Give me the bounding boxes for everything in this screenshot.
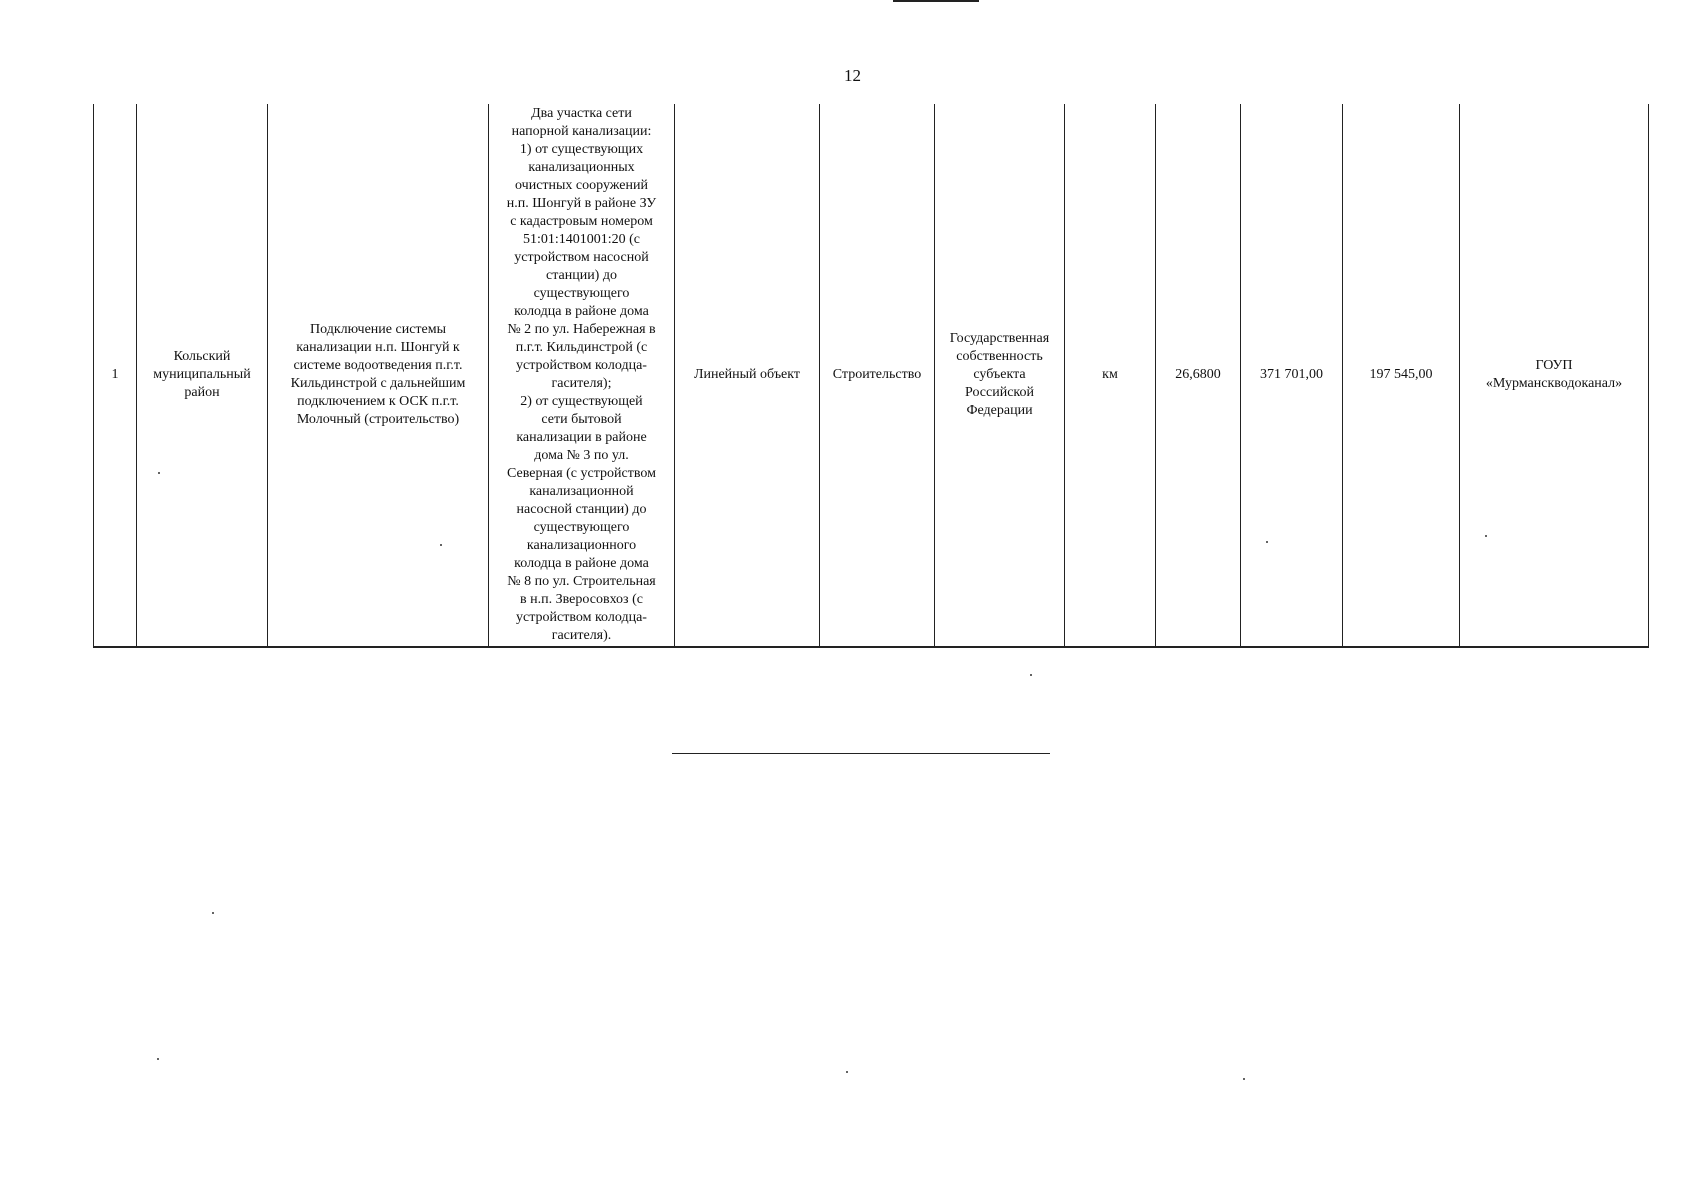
description-line: сети бытовой [541, 412, 622, 427]
object-type-cell: Линейный объект [675, 104, 820, 647]
work-type-cell: Строительство [820, 104, 935, 647]
scan-speck [1030, 674, 1032, 676]
description-line: п.г.т. Кильдинстрой (с [515, 340, 648, 355]
unit-cell: км [1065, 104, 1156, 647]
municipality-cell [137, 104, 268, 647]
description-line: 51:01:1401001:20 (с [522, 232, 641, 247]
municipality-line: Кольский [173, 349, 231, 364]
top-edge-mark [893, 0, 979, 2]
operator-line: ГОУП [1535, 358, 1573, 373]
description-line: устройством колодца- [516, 358, 647, 373]
operator-line: «Мурманскводоканал» [1485, 376, 1623, 391]
description-line: № 8 по ул. Строительная [507, 574, 656, 589]
scan-speck [440, 544, 442, 546]
object-name-line: подключением к ОСК п.г.т. [297, 394, 459, 409]
description-line: канализационной [529, 484, 634, 499]
description-line: устройством колодца- [516, 610, 647, 625]
description-line: станции) до [546, 268, 617, 283]
description-line: н.п. Шонгуй в районе ЗУ [506, 196, 657, 211]
ownership-line: Российской [965, 385, 1034, 400]
description-line: колодца в районе дома [514, 304, 649, 319]
cost-total-cell: 371 701,00 [1241, 104, 1343, 647]
description-line: гасителя). [551, 628, 612, 643]
object-name-line: канализации н.п. Шонгуй к [296, 340, 460, 355]
ownership-line: Государственная [949, 331, 1050, 346]
scan-speck [1266, 541, 1268, 543]
ownership-line: Федерации [966, 403, 1033, 418]
description-line: в н.п. Зверосовхоз (с [520, 592, 643, 607]
description-line: 1) от существующих [519, 142, 644, 157]
municipality-line: муниципальный [153, 367, 251, 382]
description-line: очистных сооружений [515, 178, 648, 193]
object-name-line: Кильдинстрой с дальнейшим [290, 376, 466, 391]
object-name-line: Молочный (строительство) [296, 412, 460, 427]
scan-speck [158, 472, 160, 474]
scan-speck [212, 912, 214, 914]
operator-cell [1460, 104, 1649, 647]
description-line: напорной канализации: [511, 124, 652, 139]
description-line: насосной станции) до [516, 502, 647, 517]
description-line: канализации в районе [516, 430, 647, 445]
description-line: № 2 по ул. Набережная в [507, 322, 656, 337]
description-line: дома № 3 по ул. [534, 448, 629, 463]
scan-speck [1485, 535, 1487, 537]
scan-speck [1243, 1078, 1245, 1080]
length-cell: 26,6800 [1156, 104, 1241, 647]
scan-speck [846, 1071, 848, 1073]
description-line: устройством насосной [514, 250, 649, 265]
description-line: канализационного [526, 538, 637, 553]
scan-speck [157, 1058, 159, 1060]
object-name-line: системе водоотведения п.г.т. [293, 358, 463, 373]
description-line: существующего [533, 520, 630, 535]
cost-second-cell: 197 545,00 [1343, 104, 1460, 647]
ownership-line: субъекта [973, 367, 1026, 382]
municipality-line: район [184, 385, 220, 400]
description-line: существующего [533, 286, 630, 301]
closing-rule [672, 753, 1050, 754]
description-line: Два участка сети [531, 106, 632, 121]
description-line: гасителя); [551, 376, 612, 391]
description-cell [489, 104, 675, 647]
description-line: с кадастровым номером [510, 214, 653, 229]
description-line: 2) от существующей [520, 394, 643, 409]
page-number: 12 [844, 66, 861, 85]
description-line: колодца в районе дома [514, 556, 649, 571]
row-number: 1 [94, 104, 137, 647]
investment-table [93, 104, 1649, 648]
description-line: канализационных [528, 160, 635, 175]
object-name-line: Подключение системы [309, 322, 446, 337]
object-name-cell [268, 104, 489, 647]
description-line: Северная (с устройством [507, 466, 656, 481]
table-row [94, 104, 1649, 647]
ownership-line: собственность [956, 349, 1043, 364]
ownership-cell [935, 104, 1065, 647]
